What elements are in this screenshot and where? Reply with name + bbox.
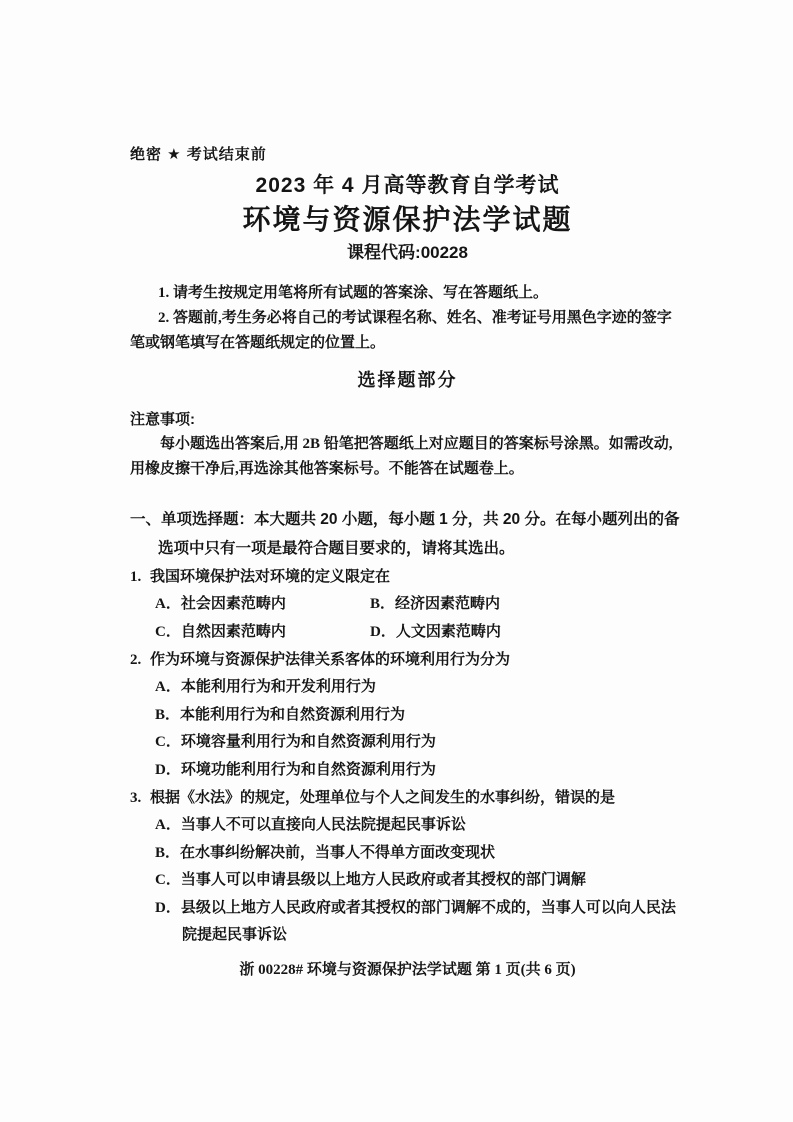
notice-text: 每小题选出答案后,用 2B 铅笔把答题纸上对应题目的答案标号涂黑。如需改动,用橡皮擦干净后,再选涂其他答案标号。不能答在试题卷上。 <box>130 436 673 477</box>
option: D．环境功能利用行为和自然资源利用行为 <box>155 761 436 778</box>
exam-session-heading: 2023 年 4 月高等教育自学考试 <box>255 174 560 197</box>
option: B．本能利用行为和自然资源利用行为 <box>155 706 406 723</box>
question-text: 根据《水法》的规定，处理单位与个人之间发生的水事纠纷，错误的是 <box>150 790 616 806</box>
notice-label: 注意事项: <box>130 411 195 428</box>
question-stem <box>130 784 685 812</box>
instruction-item: 2. 答题前,考生务必将自己的考试课程名称、姓名、准考证号用黑色字迹的签字笔或钢笔填写在答题纸规定的位置上。 <box>130 310 672 351</box>
question-stem <box>130 563 685 591</box>
section-heading: 一、单项选择题：本大题共 20 小题，每小题 1 分，共 20 分。在每小题列出的备选项中只有一项是最符合题目要求的，请将其选出。 <box>130 511 680 557</box>
question-1 <box>130 563 685 646</box>
options <box>130 812 685 950</box>
option: D．县级以上地方人民政府或者其授权的部门调解不成的，当事人可以向人民法院提起民事诉讼 <box>155 899 676 943</box>
options <box>130 674 685 784</box>
page-title: 环境与资源保护法学试题 <box>242 204 573 235</box>
option: C．当事人可以申请县级以上地方人民政府或者其授权的部门调解 <box>155 872 586 888</box>
question-number: 3. <box>130 790 142 806</box>
page-footer: 浙 00228# 环境与资源保护法学试题 第 1 页(共 6 页) <box>239 962 576 978</box>
question-text: 我国环境保护法对环境的定义限定在 <box>150 569 391 585</box>
classified-banner: 绝密 ★ 考试结束前 <box>130 146 267 163</box>
option: A．社会因素范畴内 <box>155 596 286 612</box>
option: C．自然因素范畴内 <box>155 623 286 640</box>
question-2 <box>130 646 685 784</box>
option: A．本能利用行为和开发利用行为 <box>155 679 376 695</box>
question-text: 作为环境与资源保护法律关系客体的环境利用行为分为 <box>150 652 511 668</box>
question-number: 2. <box>130 652 142 668</box>
question-number: 1. <box>130 569 142 585</box>
general-instructions <box>130 281 685 356</box>
option: C．环境容量利用行为和自然资源利用行为 <box>155 734 436 750</box>
option: B．在水事纠纷解决前，当事人不得单方面改变现状 <box>155 844 496 861</box>
part-heading: 选择题部分 <box>357 370 458 390</box>
option: B．经济因素范畴内 <box>370 596 501 612</box>
instruction-item: 1. 请考生按规定用笔将所有试题的答案涂、写在答题纸上。 <box>158 285 549 301</box>
question-stem <box>130 646 685 674</box>
page-content <box>130 146 685 950</box>
options <box>130 591 685 646</box>
course-code: 课程代码:00228 <box>347 243 468 262</box>
question-3 <box>130 784 685 950</box>
option: D．人文因素范畴内 <box>370 623 501 640</box>
option: A．当事人不可以直接向人民法院提起民事诉讼 <box>155 817 466 833</box>
